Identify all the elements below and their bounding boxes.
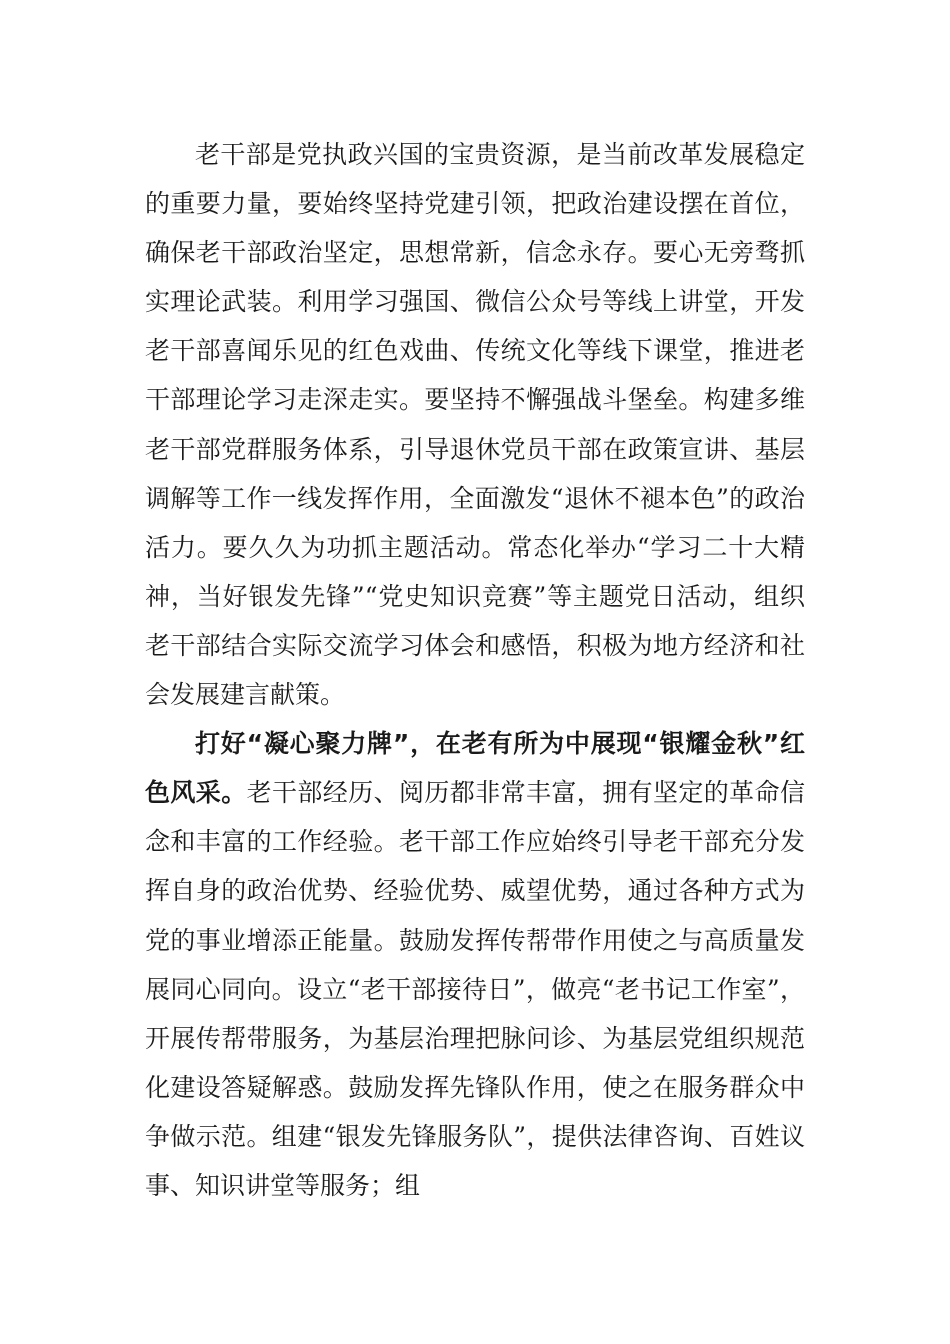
paragraph-2-text: 老干部经历、阅历都非常丰富，拥有坚定的革命信念和丰富的工作经验。老干部工作应始终引导老干部充分发挥自身的政治优势、经验优势、威望优势，通过各种方式为党的事业增添正能量。鼓励发挥传帮带作用使之与高质量发展同心同向。设立“老干部接待日”，做亮“老书记工作室”，开展传帮带服务，为基层治理把脉问诊、为基层党组织规范化建设答疑解惑。鼓励发挥先锋队作用，使之在服务群众中争做示范。组建“银发先锋服务队”，提供法律咨询、百姓议事、知识讲堂等服务；组: [145, 778, 805, 1200]
paragraph-1-text: 老干部是党执政兴国的宝贵资源，是当前改革发展稳定的重要力量，要始终坚持党建引领，把政治建设摆在首位，确保老干部政治坚定，思想常新，信念永存。要心无旁骛抓实理论武装。利用学习强国、微信公众号等线上讲堂，开发老干部喜闻乐见的红色戏曲、传统文化等线下课堂，推进老干部理论学习走深走实。要坚持不懈强战斗堡垒。构建多维老干部党群服务体系，引导退休党员干部在政策宣讲、基层调解等工作一线发挥作用，全面激发“退休不褪本色”的政治活力。要久久为功抓主题活动。常态化举办“学习二十大精神，当好银发先锋”“党史知识竞赛”等主题党日活动，组织老干部结合实际交流学习体会和感悟，积极为地方经济和社会发展建言献策。: [145, 140, 805, 710]
document-body: [145, 130, 805, 1210]
paragraph-2-lead: 打好“凝心聚力牌”，在老有所为中展现“银耀金秋”红色风采。: [145, 729, 805, 808]
paragraph-2: [145, 719, 805, 1210]
paragraph-1: [145, 130, 805, 719]
